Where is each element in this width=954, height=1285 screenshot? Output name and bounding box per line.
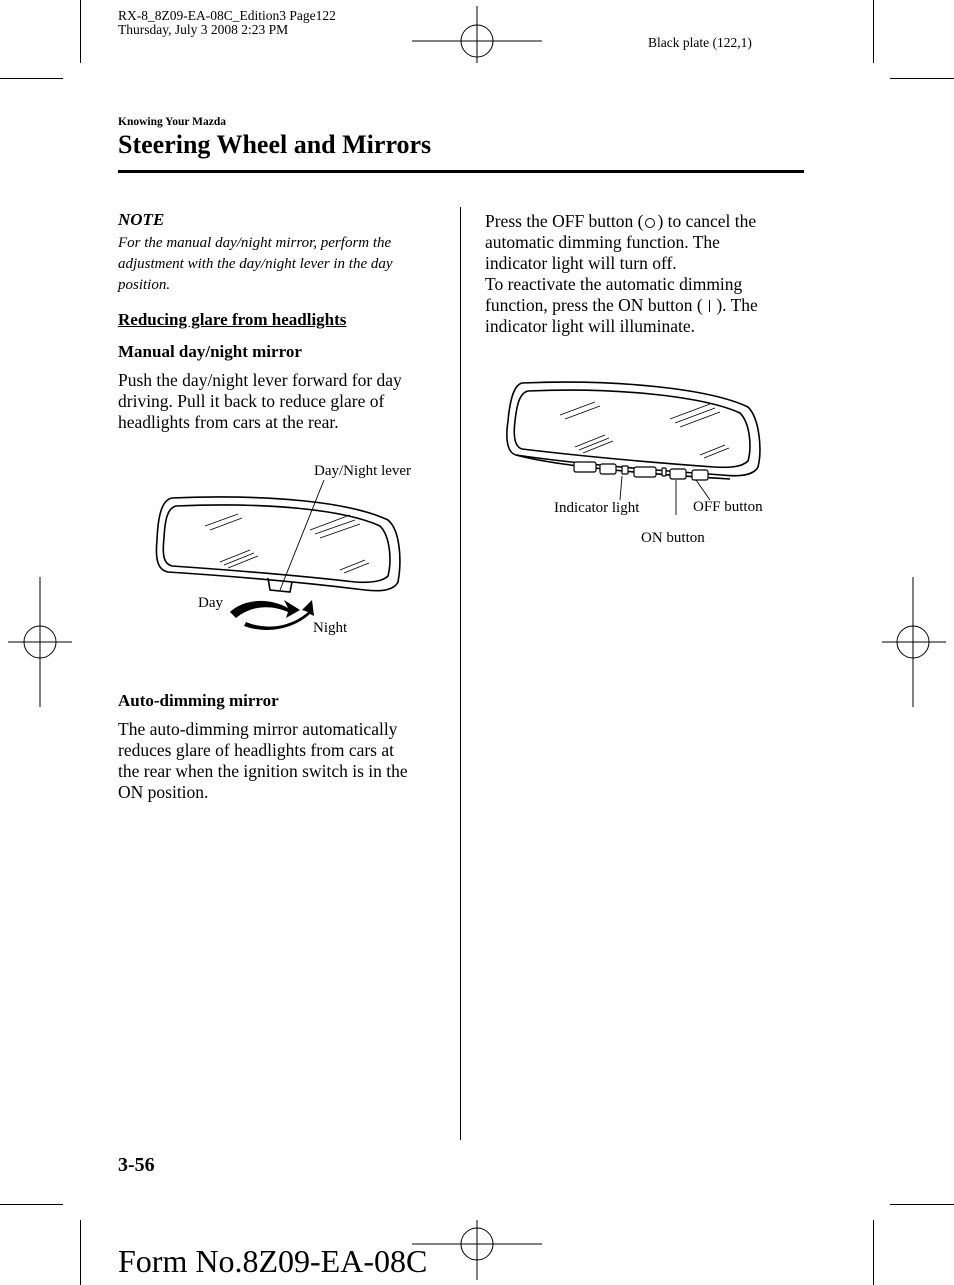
- text-line: automatic dimming function. The: [485, 232, 720, 252]
- text-line: indicator light will turn off.: [485, 253, 677, 273]
- print-date-line: Thursday, July 3 2008 2:23 PM: [118, 22, 289, 37]
- column-divider: [460, 207, 461, 1140]
- label-off-button: OFF button: [693, 499, 763, 515]
- text-line: indicator light will illuminate.: [485, 316, 695, 336]
- lever-leader-line: [270, 478, 340, 598]
- label-day-night-lever: Day/Night lever: [314, 463, 412, 479]
- off-button-icon: [645, 218, 655, 228]
- note-line: adjustment with the day/night lever in the day: [118, 256, 393, 272]
- note-line: position.: [118, 277, 171, 293]
- text-segment: Press the OFF button (: [485, 211, 644, 231]
- form-number: Form No.8Z09-EA-08C: [118, 1243, 428, 1279]
- text-line: driving. Pull it back to reduce glare of: [118, 391, 385, 411]
- heading-auto-dimming: Auto-dimming mirror: [118, 691, 279, 710]
- text-line: [485, 211, 805, 232]
- label-on-button: ON button: [641, 530, 705, 546]
- black-plate-label: Black plate (122,1): [648, 35, 752, 50]
- auto-dimming-text: [118, 719, 448, 803]
- text-line: reduces glare of headlights from cars at: [118, 740, 394, 760]
- text-segment: function, press the ON button (: [485, 295, 703, 315]
- text-line: ON position.: [118, 782, 209, 802]
- page-number: 3-56: [118, 1154, 155, 1176]
- note-body: [118, 233, 448, 296]
- subheading-glare: Reducing glare from headlights: [118, 310, 347, 329]
- text-line: the rear when the ignition switch is in the: [118, 761, 408, 781]
- text-line: Push the day/night lever forward for day: [118, 370, 402, 390]
- auto-dimming-mirror-illustration: [500, 375, 770, 515]
- page-title: Steering Wheel and Mirrors: [118, 130, 432, 159]
- text-line: The auto-dimming mirror automatically: [118, 719, 398, 739]
- manual-mirror-text: [118, 370, 448, 433]
- text-line: [485, 295, 805, 316]
- dimming-instructions: [485, 211, 805, 337]
- label-night: Night: [313, 620, 348, 636]
- label-day: Day: [198, 595, 223, 611]
- text-line: To reactivate the automatic dimming: [485, 274, 743, 294]
- label-indicator-light: Indicator light: [554, 500, 640, 516]
- print-file-line: RX-8_8Z09-EA-08C_Edition3 Page122: [118, 8, 336, 23]
- note-heading: NOTE: [118, 210, 165, 229]
- title-rule: [118, 170, 804, 173]
- heading-manual-mirror: Manual day/night mirror: [118, 342, 302, 361]
- breadcrumb: Knowing Your Mazda: [118, 116, 226, 128]
- text-segment: ) to cancel the: [657, 211, 757, 231]
- note-line: For the manual day/night mirror, perform the: [118, 235, 392, 251]
- text-line: headlights from cars at the rear.: [118, 412, 339, 432]
- text-segment: ). The: [716, 295, 758, 315]
- on-button-icon: [709, 300, 711, 312]
